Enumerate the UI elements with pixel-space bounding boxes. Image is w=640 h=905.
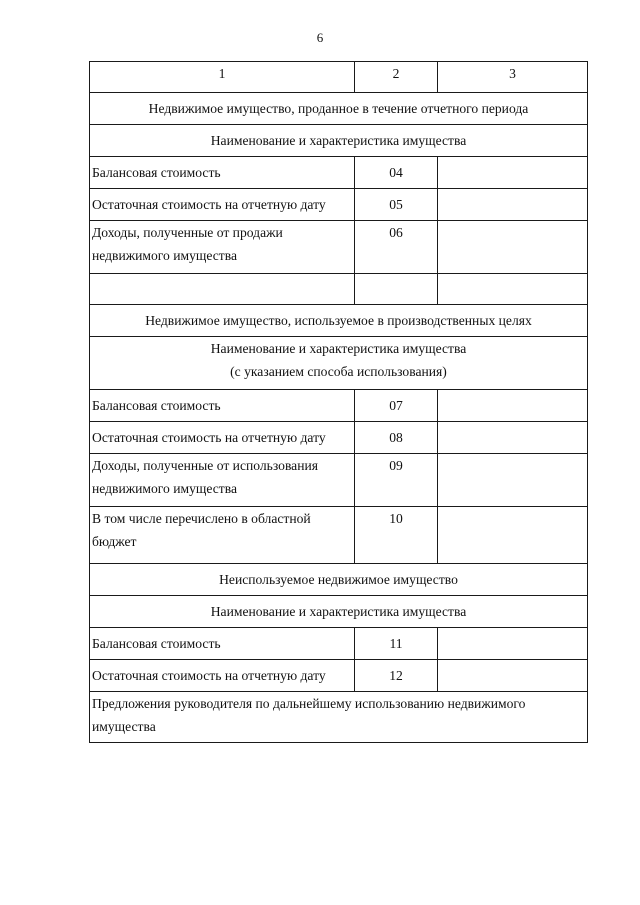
table-row	[90, 157, 588, 189]
section-title-used: Недвижимое имущество, используемое в производственных целях	[90, 305, 588, 337]
property-report-table	[89, 61, 588, 743]
row-value-cell[interactable]	[438, 390, 588, 422]
section-row-unused	[90, 564, 588, 596]
row-value-cell[interactable]	[438, 221, 588, 274]
row-value-cell[interactable]	[438, 454, 588, 507]
row-value-cell[interactable]	[438, 422, 588, 454]
section-title-unused: Неиспользуемое недвижимое имущество	[90, 564, 588, 596]
row-code: 06	[355, 221, 438, 274]
row-label: Балансовая стоимость	[90, 390, 355, 422]
row-label: Остаточная стоимость на отчетную дату	[90, 660, 355, 692]
proposals-row	[90, 692, 588, 743]
column-number-1: 1	[90, 62, 355, 93]
empty-row-sold	[90, 274, 588, 305]
row-label: Доходы, полученные от использования недвижимого имущества	[90, 454, 355, 507]
row-value-cell[interactable]	[438, 660, 588, 692]
table-row	[90, 660, 588, 692]
section-title-sold: Недвижимое имущество, проданное в течение отчетного периода	[90, 93, 588, 125]
row-code: 10	[355, 507, 438, 564]
row-value-cell[interactable]	[438, 189, 588, 221]
row-code: 12	[355, 660, 438, 692]
table-row	[90, 454, 588, 507]
table-row	[90, 628, 588, 660]
row-value-cell[interactable]	[438, 628, 588, 660]
row-label: Балансовая стоимость	[90, 157, 355, 189]
section-row-used	[90, 305, 588, 337]
table-row	[90, 221, 588, 274]
row-code: 07	[355, 390, 438, 422]
table-row	[90, 507, 588, 564]
name-header-used-line2: (с указанием способа использования)	[230, 364, 447, 379]
name-header-row-sold	[90, 125, 588, 157]
column-number-3: 3	[438, 62, 588, 93]
page-number: 6	[316, 30, 324, 45]
name-header-row-unused	[90, 596, 588, 628]
table-row	[90, 189, 588, 221]
empty-cell[interactable]	[438, 274, 588, 305]
empty-cell[interactable]	[355, 274, 438, 305]
column-number-row	[90, 62, 588, 93]
row-label: В том числе перечислено в областной бюджет	[90, 507, 355, 564]
row-value-cell[interactable]	[438, 157, 588, 189]
row-label: Балансовая стоимость	[90, 628, 355, 660]
name-header-row-used	[90, 337, 588, 390]
column-number-2: 2	[355, 62, 438, 93]
table-row	[90, 422, 588, 454]
name-header-used-line1: Наименование и характеристика имущества	[210, 341, 467, 356]
section-row-sold	[90, 93, 588, 125]
row-code: 05	[355, 189, 438, 221]
name-header-unused: Наименование и характеристика имущества	[90, 596, 588, 628]
row-code: 11	[355, 628, 438, 660]
proposals-text[interactable]: Предложения руководителя по дальнейшему использованию недвижимого имущества	[90, 692, 588, 743]
row-code: 04	[355, 157, 438, 189]
name-header-used	[90, 337, 588, 390]
row-code: 09	[355, 454, 438, 507]
row-value-cell[interactable]	[438, 507, 588, 564]
row-label: Доходы, полученные от продажи недвижимого имущества	[90, 221, 355, 274]
name-header-sold: Наименование и характеристика имущества	[90, 125, 588, 157]
table-row	[90, 390, 588, 422]
empty-cell[interactable]	[90, 274, 355, 305]
row-label: Остаточная стоимость на отчетную дату	[90, 189, 355, 221]
row-code: 08	[355, 422, 438, 454]
row-label: Остаточная стоимость на отчетную дату	[90, 422, 355, 454]
